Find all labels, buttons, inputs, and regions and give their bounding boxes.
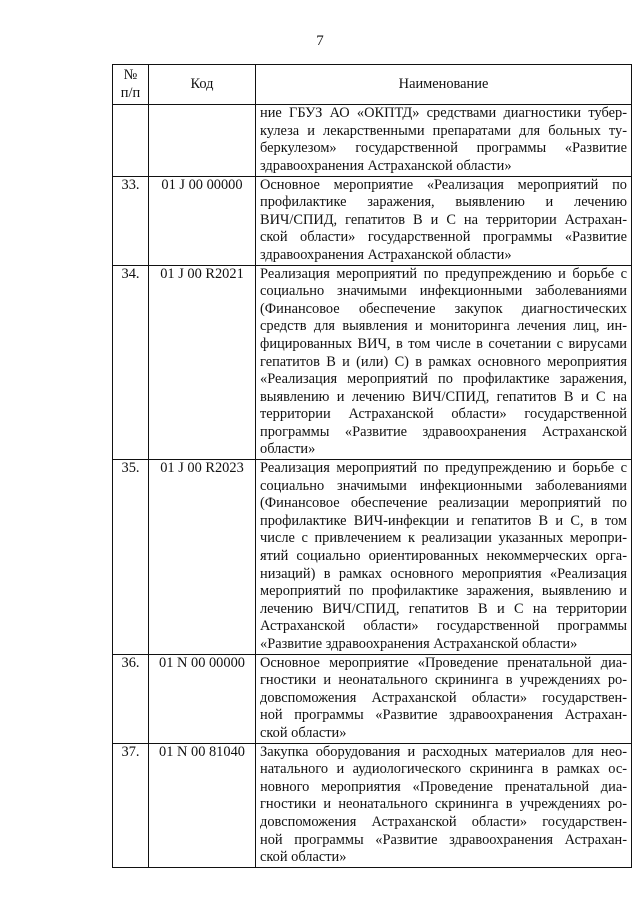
name-line: программы «Развитие здравоохранения Астраханской [260, 423, 627, 440]
row-number: 37. [113, 743, 149, 867]
table-row [113, 105, 632, 176]
name-line: социально значимыми инфекционными заболеваниями [260, 283, 627, 300]
row-name [256, 654, 632, 743]
name-line: социально значимыми инфекционными заболеваниями [260, 477, 627, 494]
row-code: 01 J 00 R2023 [149, 460, 256, 655]
name-line: ной программы «Развитие здравоохранения Астрахан- [260, 707, 627, 724]
page-number: 7 [316, 33, 324, 49]
name-line: Реализация мероприятий по предупреждению и борьбе с [260, 265, 627, 282]
name-line: здравоохранения Астраханской области» [260, 246, 512, 263]
name-line: Основное мероприятие «Проведение пренатальной диа- [260, 654, 627, 671]
name-line: ской области» государственной программы «Развитие [260, 229, 627, 246]
name-line: новного мероприятия «Проведение пренатальной диа- [260, 778, 627, 795]
table-body [113, 105, 632, 868]
name-line: здравоохранения Астраханской области» [260, 157, 512, 174]
name-line: фицированных ВИЧ, в том числе в сочетании с вирусами [260, 335, 627, 352]
name-line: территории Астраханской области» государственной [260, 406, 627, 423]
name-line: гепатитов В и (или) С) в рамках основного мероприятия [260, 353, 627, 370]
header-code: Код [149, 65, 256, 105]
row-name [256, 265, 632, 460]
name-line: средств для выявления и мониторинга лечения лиц, ин- [260, 318, 627, 335]
header-name: Наименование [256, 65, 632, 105]
row-code: 01 J 00 R2021 [149, 265, 256, 460]
name-line: кулеза и лекарственными препаратами для больных ту- [260, 122, 627, 139]
table-header [113, 65, 632, 105]
name-line: выявлению и лечению ВИЧ/СПИД, гепатитов В и С на [260, 388, 627, 405]
row-code: 01 N 00 00000 [149, 654, 256, 743]
row-name [256, 105, 632, 176]
row-code: 01 J 00 00000 [149, 176, 256, 265]
classification-table [112, 64, 632, 868]
name-line: довспоможения Астраханской области» государствен- [260, 689, 627, 706]
row-name [256, 176, 632, 265]
name-line: профилактике заражения, выявлению и лечению [260, 194, 627, 211]
row-name [256, 460, 632, 655]
name-line: (Финансовое обеспечение закупок диагностических [260, 300, 627, 317]
table-row [113, 654, 632, 743]
name-line: ВИЧ/СПИД, гепатитов В и С на территории Астрахан- [260, 211, 627, 228]
name-line: беркулезом» государственной программы «Развитие [260, 140, 627, 157]
name-line: низаций) в рамках основного мероприятия «Реализация [260, 565, 627, 582]
row-name [256, 743, 632, 867]
name-line: гностики и неонатального скрининга в учреждениях ро- [260, 796, 627, 813]
header-num-line1: № [123, 67, 138, 83]
name-line: Основное мероприятие «Реализация мероприятий по [260, 176, 627, 193]
name-line: гностики и неонатального скрининга в учреждениях ро- [260, 672, 627, 689]
table-row [113, 460, 632, 655]
name-line: Реализация мероприятий по предупреждению и борьбе с [260, 460, 627, 477]
header-num [113, 65, 149, 105]
name-line: ской области» [260, 724, 347, 741]
name-line: ской области» [260, 849, 347, 866]
name-line: ние ГБУЗ АО «ОКПТД» средствами диагностики тубер- [260, 105, 627, 122]
table-row [113, 265, 632, 460]
name-line: профилактике ВИЧ-инфекции и гепатитов В и С, в том [260, 512, 627, 529]
name-line: числе с привлечением к реализации указанных меропри- [260, 530, 627, 547]
row-number: 36. [113, 654, 149, 743]
name-line: мероприятий по профилактике заражения, выявлению и [260, 583, 627, 600]
row-number [113, 105, 149, 176]
name-line: Закупка оборудования и расходных материалов для нео- [260, 743, 627, 760]
name-line: «Реализация мероприятий по профилактике заражения, [260, 371, 627, 388]
name-line: натального и аудиологического скрининга в рамках ос- [260, 761, 627, 778]
row-code [149, 105, 256, 176]
row-code: 01 N 00 81040 [149, 743, 256, 867]
row-number: 35. [113, 460, 149, 655]
name-line: лечению ВИЧ/СПИД, гепатитов В и С на территории [260, 600, 627, 617]
header-num-line2: п/п [120, 84, 141, 101]
row-number: 33. [113, 176, 149, 265]
name-line: (Финансовое обеспечение реализации мероприятий по [260, 495, 627, 512]
name-line: ятий социально ориентированных некоммерческих орга- [260, 548, 627, 565]
name-line: «Развитие здравоохранения Астраханской области» [260, 636, 578, 652]
name-line: довспоможения Астраханской области» государствен- [260, 813, 627, 830]
table-row [113, 743, 632, 867]
table-row [113, 176, 632, 265]
name-line: области» [260, 441, 316, 458]
name-line: ной программы «Развитие здравоохранения Астрахан- [260, 831, 627, 848]
name-line: Астраханской области» государственной программы [260, 618, 627, 635]
row-number: 34. [113, 265, 149, 460]
